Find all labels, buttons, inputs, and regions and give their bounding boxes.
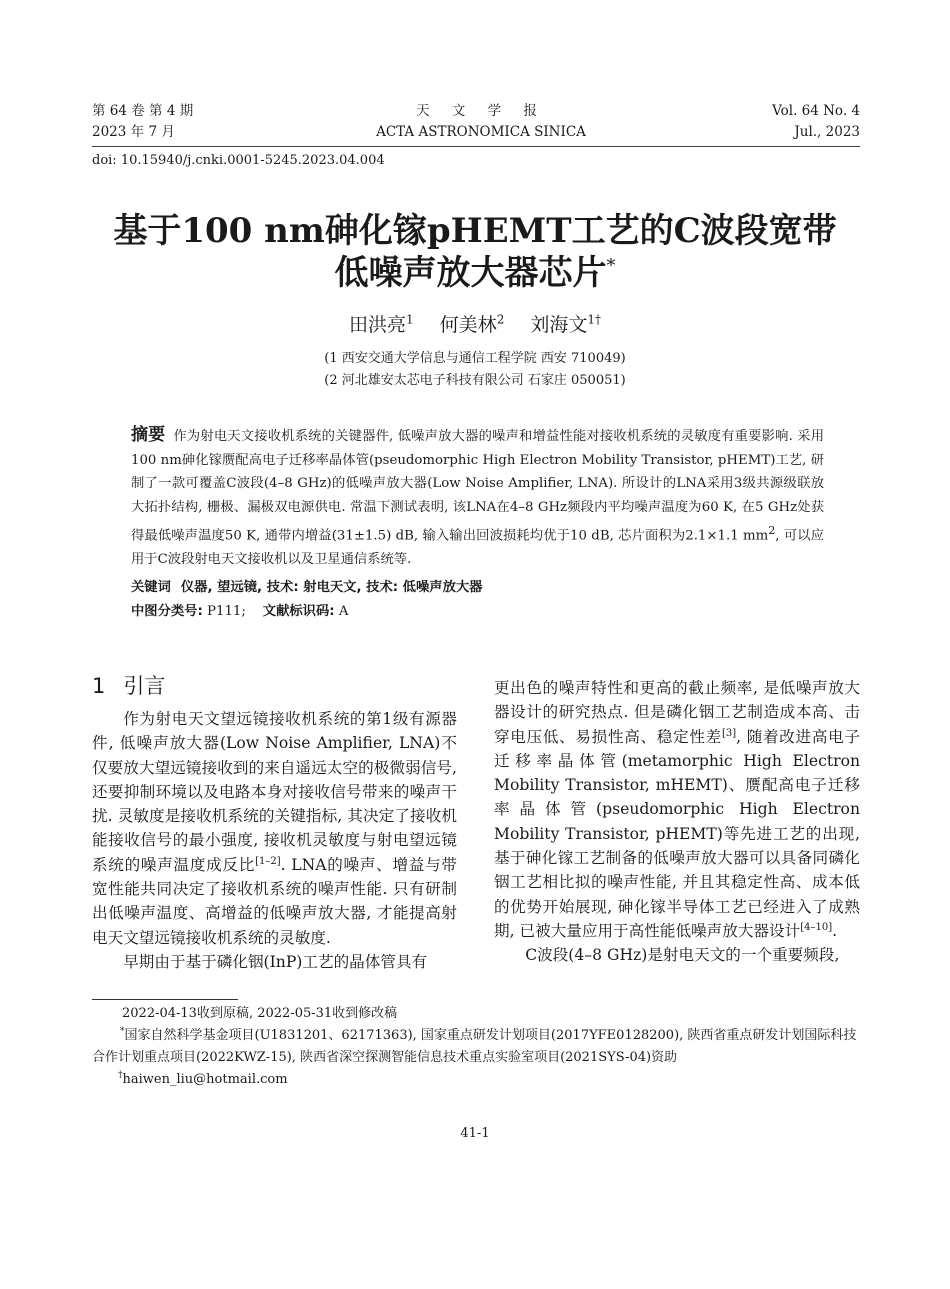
section-heading (92, 672, 165, 700)
footnote-received: 2022-04-13收到原稿, 2022-05-31收到修改稿 (122, 1006, 398, 1021)
affiliation-1: (1 西安交通大学信息与通信工程学院 西安 710049) (324, 351, 626, 366)
section-number: 1 (92, 674, 106, 698)
author-name: 何美林 (439, 314, 497, 336)
paragraph: C波段(4–8 GHz)是射电天文的一个重要频段, (525, 946, 840, 965)
author-name: 田洪亮 (348, 314, 406, 336)
funding-text: 国家自然科学基金项目(U1831201、62171363), 国家重点研发计划项目(2017YFE0128200), 陕西省重点研发计划国际科技合作计划重点项目(2022KWZ-15), 陕西省深空探测智能信息技术重点实验室项目(2021SYS-04)资助 (92, 1028, 857, 1065)
paragraph (494, 676, 860, 943)
doi[interactable]: doi: 10.15940/j.cnki.0001-5245.2023.04.004 (92, 153, 385, 168)
abstract-superscript: 2 (768, 524, 776, 538)
author (530, 314, 601, 336)
author-affil-mark: 1† (587, 312, 602, 327)
paper-title (60, 210, 890, 294)
email-mark: † (118, 1070, 123, 1081)
footnote-email (92, 1069, 860, 1091)
classification (131, 600, 348, 623)
paragraph-text: 更出色的噪声特性和更高的截止频率, 是低噪声放大器设计的研究热点. 但是磷化铟工艺制造成本高、击穿电压低、易损性高、稳定性差 (494, 679, 860, 746)
keywords-label: 关键词 (131, 580, 171, 595)
journal-name (300, 101, 662, 143)
title-line-2-text: 低噪声放大器芯片 (334, 253, 607, 293)
header-rule (92, 146, 860, 147)
doc-code-label: 文献标识码: (262, 604, 335, 619)
paragraph: 早期由于基于磷化铟(InP)工艺的晶体管具有 (123, 952, 428, 971)
title-line-1: 基于100 nm砷化镓pHEMT工艺的C波段宽带 (113, 211, 837, 251)
issue-date: 2023 年 7 月 (92, 124, 175, 140)
paragraph (92, 707, 457, 950)
clc-label: 中图分类号: (131, 604, 203, 619)
paragraph-text: . LNA的噪声、增益与带宽性能共同决定了接收机系统的噪声性能. 只有研制出低噪声温度、高增益的低噪声放大器, 才能提高射电天文望远镜接收机系统的灵敏度. (92, 855, 457, 947)
journal-name-cn: 天 文 学 报 (416, 103, 546, 119)
author-list (200, 312, 750, 338)
footnote-funding (92, 1025, 860, 1069)
keywords (131, 576, 482, 599)
title-footnote-mark: * (606, 255, 616, 277)
clc-value: P111; (207, 604, 246, 619)
author-affil-mark: 1 (405, 312, 414, 327)
citation[interactable]: [1–2] (255, 855, 281, 867)
paragraph-text: 作为射电天文望远镜接收机系统的第1级有源器件, 低噪声放大器(Low Noise Amplifier, LNA)不仅要放大望远镜接收到的来自遥远太空的极微弱信号, 还要抑制环境以及电路本身对接收信号带来的噪声干扰. 灵敏度是接收机系统的关键指标, 其决定了接收机能接收信号的最小强度, 接收机灵敏度与射电望远镜系统的噪声温度成反比 (92, 710, 457, 874)
journal-name-en: ACTA ASTRONOMICA SINICA (376, 124, 586, 140)
volume-date: Jul., 2023 (794, 124, 860, 140)
journal-issue (92, 101, 193, 143)
title-line-2 (60, 252, 890, 294)
affiliation-2: (2 河北雄安太芯电子科技有限公司 石家庄 050051) (324, 373, 626, 388)
page-number: 41-1 (460, 1126, 490, 1141)
abstract-text-end: , 可以应用于C波段射电天文接收机以及卫星通信系统等. (131, 528, 824, 568)
funding-mark: * (120, 1026, 125, 1037)
section-title: 引言 (123, 674, 166, 698)
citation[interactable]: [3] (721, 727, 737, 739)
doc-code-value: A (338, 604, 349, 619)
keywords-value: 仪器, 望远镜, 技术: 射电天文, 技术: 低噪声放大器 (180, 580, 483, 595)
citation[interactable]: [4–10] (800, 921, 833, 933)
author-affil-mark: 2 (496, 312, 505, 327)
email-address[interactable]: haiwen_liu@hotmail.com (122, 1072, 288, 1087)
journal-volume-en (772, 101, 860, 143)
paragraph-text: . (832, 921, 838, 940)
abstract-text: 作为射电天文接收机系统的关键器件, 低噪声放大器的噪声和增益性能对接收机系统的灵敏度有重要影响. 采用100 nm砷化镓赝配高电子迁移率晶体管(pseudomorphic High Electron Mobility Transistor, pHEMT)工艺, 研制了一款可覆盖C波段(4–8 GHz)的低噪声放大器(Low Noise Amplifier, LNA). 所设计的LNA采用3级共源级联放大拓扑结构, 栅极、漏极双电源供电. 常温下测试表明, 该LNA在4–8 GHz频段内平均噪声温度为60 K, 在5 GHz处获得最低噪声温度50 K, 通带内增益(31±1.5) dB, 输入输出回波损耗均优于10 dB, 芯片面积为2.1×1.1 mm (131, 429, 825, 544)
abstract-label: 摘要 (131, 425, 166, 445)
author (349, 314, 414, 336)
author (440, 314, 505, 336)
volume-number: Vol. 64 No. 4 (772, 103, 860, 119)
paragraph-text: , 随着改进高电子迁移率晶体管(metamorphic High Electron Mobility Transistor, mHEMT)、赝配高电子迁移率晶体管(pseudomorphic High Electron Mobility Transistor, pHEMT)等先进工艺的出现, 基于砷化镓工艺制备的低噪声放大器可以具备同磷化铟工艺相比拟的噪声性能, 并且其稳定性高、成本低的优势开始展现, 砷化镓半导体工艺已经进入了成熟期, 已被大量应用于高性能低噪声放大器设计 (494, 727, 860, 940)
footnote-rule (92, 999, 238, 1000)
issue-volume: 第 64 卷 第 4 期 (92, 103, 194, 119)
abstract (131, 424, 824, 572)
body-column-left (92, 707, 457, 974)
author-name: 刘海文 (530, 314, 588, 336)
body-column-right (494, 676, 860, 968)
